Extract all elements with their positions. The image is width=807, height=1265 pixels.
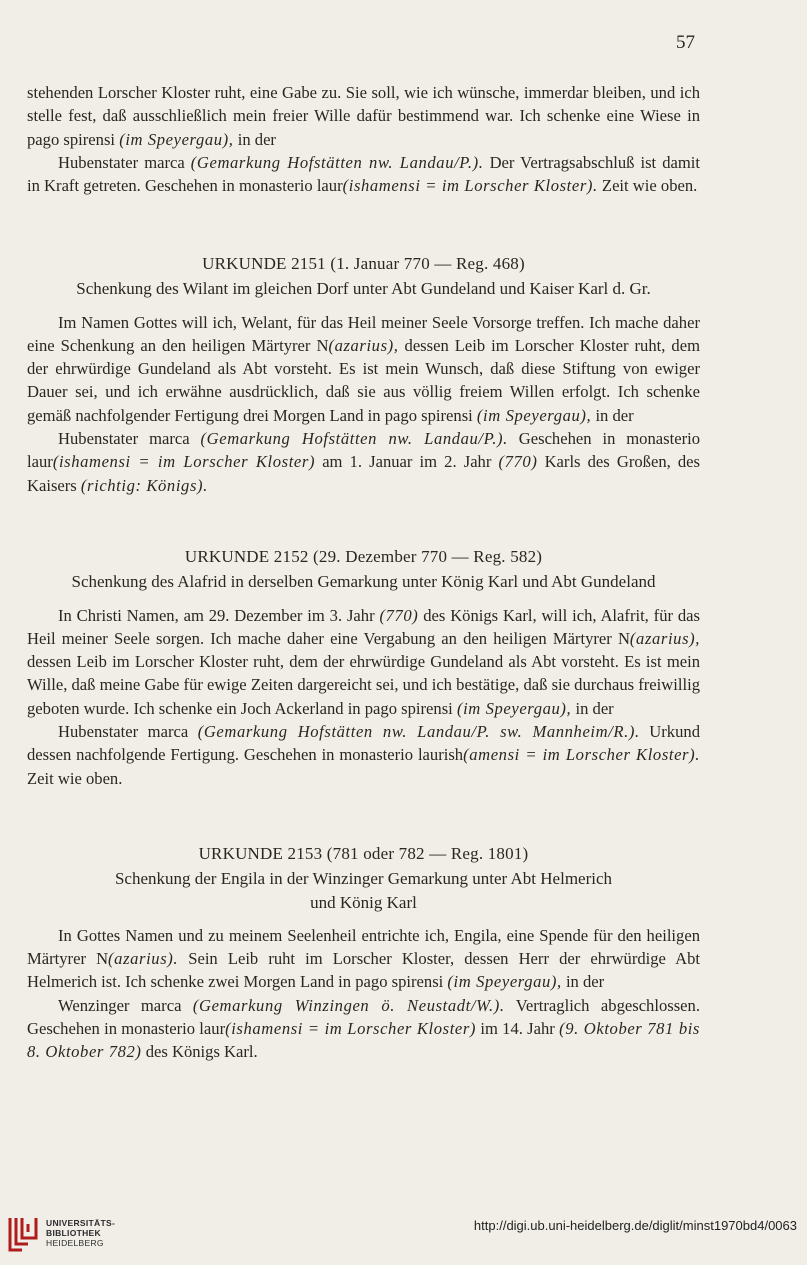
- paragraph: Hubenstater marca (Gemarkung Hofstätten nw. Landau/P.). Der Vertragsabschluß ist damit in Kraft getreten. Geschehen in monasterio laur(ishamensi = im Lorscher Kloster). Zeit wie oben.: [27, 152, 700, 196]
- library-name: UNIVERSITÄTS- BIBLIOTHEK HEIDELBERG: [46, 1218, 116, 1248]
- charter-title: Schenkung des Wilant im gleichen Dorf unter Abt Gundeland und Kaiser Karl d. Gr.: [76, 279, 651, 299]
- continuation-block: [27, 81, 700, 197]
- charter-heading: URKUNDE 2151 (1. Januar 770 — Reg. 468): [202, 254, 525, 273]
- charter-title-line2: und König Karl: [310, 892, 417, 912]
- footer-bar: [0, 1200, 807, 1265]
- paragraph: In Gottes Namen und zu meinem Seelenheil entrichte ich, Engila, eine Spende für den heiligen Märtyrer N(azarius). Sein Leib ruht im Lorscher Kloster, dessen Herr der ehrwürdige Abt Helmerich ist. Ich schenke zwei Morgen Land in pago spirensi (im Speyergau), in der: [27, 925, 700, 992]
- paragraph: stehenden Lorscher Kloster ruht, eine Gabe zu. Sie soll, wie ich wünsche, immerdar bleiben, und ich stelle fest, daß ausschließlich mein freier Wille dafür bestimmend war. Ich schenke eine Wiese in pago spirensi (im Speyergau), in der: [27, 83, 700, 149]
- paragraph: In Christi Namen, am 29. Dezember im 3. Jahr (770) des Königs Karl, will ich, Alafrit, für das Heil meiner Seele sorgen. Ich mache daher eine Vergabung an den heiligen Märtyrer N(azarius), dessen Leib im Lorscher Kloster ruht, dem der ehrwürdige Gundeland als Abt vorsteht. Es ist mein Wille, daß meine Gabe für ewige Zeiten dargereicht sei, und ich bestätige, daß sie durchaus freiwillig geboten wurde. Ich schenke ein Joch Ackerland in pago spirensi (im Speyergau), in der: [27, 605, 700, 718]
- page-number: 57: [676, 32, 695, 53]
- library-logo-icon: [6, 1214, 42, 1254]
- charter-2152: [27, 545, 700, 790]
- charter-2153: [27, 842, 700, 1064]
- paragraph: Hubenstater marca (Gemarkung Hofstätten nw. Landau/P.). Geschehen in monasterio laur(ishamensi = im Lorscher Kloster) am 1. Januar im 2. Jahr (770) Karls des Großen, des Kaisers (richtig: Königs).: [27, 429, 700, 495]
- paragraph: Hubenstater marca (Gemarkung Hofstätten nw. Landau/P. sw. Mannheim/R.). Urkund dessen nachfolgende Fertigung. Geschehen in monasterio laurish(amensi = im Lorscher Kloster). Zeit wie oben.: [27, 722, 700, 788]
- paragraph: Wenzinger marca (Gemarkung Winzingen ö. Neustadt/W.). Vertraglich abgeschlossen. Geschehen in monasterio laur(ishamensi = im Lorscher Kloster) im 14. Jahr (9. Oktober 781 bis 8. Oktober 782) des Königs Karl.: [27, 995, 700, 1062]
- charter-heading: URKUNDE 2153 (781 oder 782 — Reg. 1801): [198, 844, 529, 863]
- charter-heading: URKUNDE 2152 (29. Dezember 770 — Reg. 582): [184, 547, 543, 566]
- charter-title: Schenkung des Alafrid in derselben Gemarkung unter König Karl und Abt Gundeland: [71, 572, 656, 592]
- charter-title-line1: Schenkung der Engila in der Winzinger Gemarkung unter Abt Helmerich: [114, 869, 613, 889]
- paragraph: Im Namen Gottes will ich, Welant, für das Heil meiner Seele Vorsorge treffen. Ich mache daher eine Schenkung an den heiligen Märtyrer N(azarius), dessen Leib im Lorscher Kloster ruht, dem der ehrwürdige Gundeland als Abt vorsteht. Es ist mein Wunsch, daß diese Stiftung von ewiger Dauer sei, und ich erwähne ausdrücklich, daß sie aus völlig freiem Willen erfolgt. Ich schenke gemäß nachfolgender Fertigung drei Morgen Land in pago spirensi (im Speyergau), in der: [27, 312, 700, 425]
- source-url-link[interactable]: http://digi.ub.uni-heidelberg.de/diglit/minst1970bd4/0063: [473, 1218, 797, 1233]
- charter-2151: [27, 252, 700, 497]
